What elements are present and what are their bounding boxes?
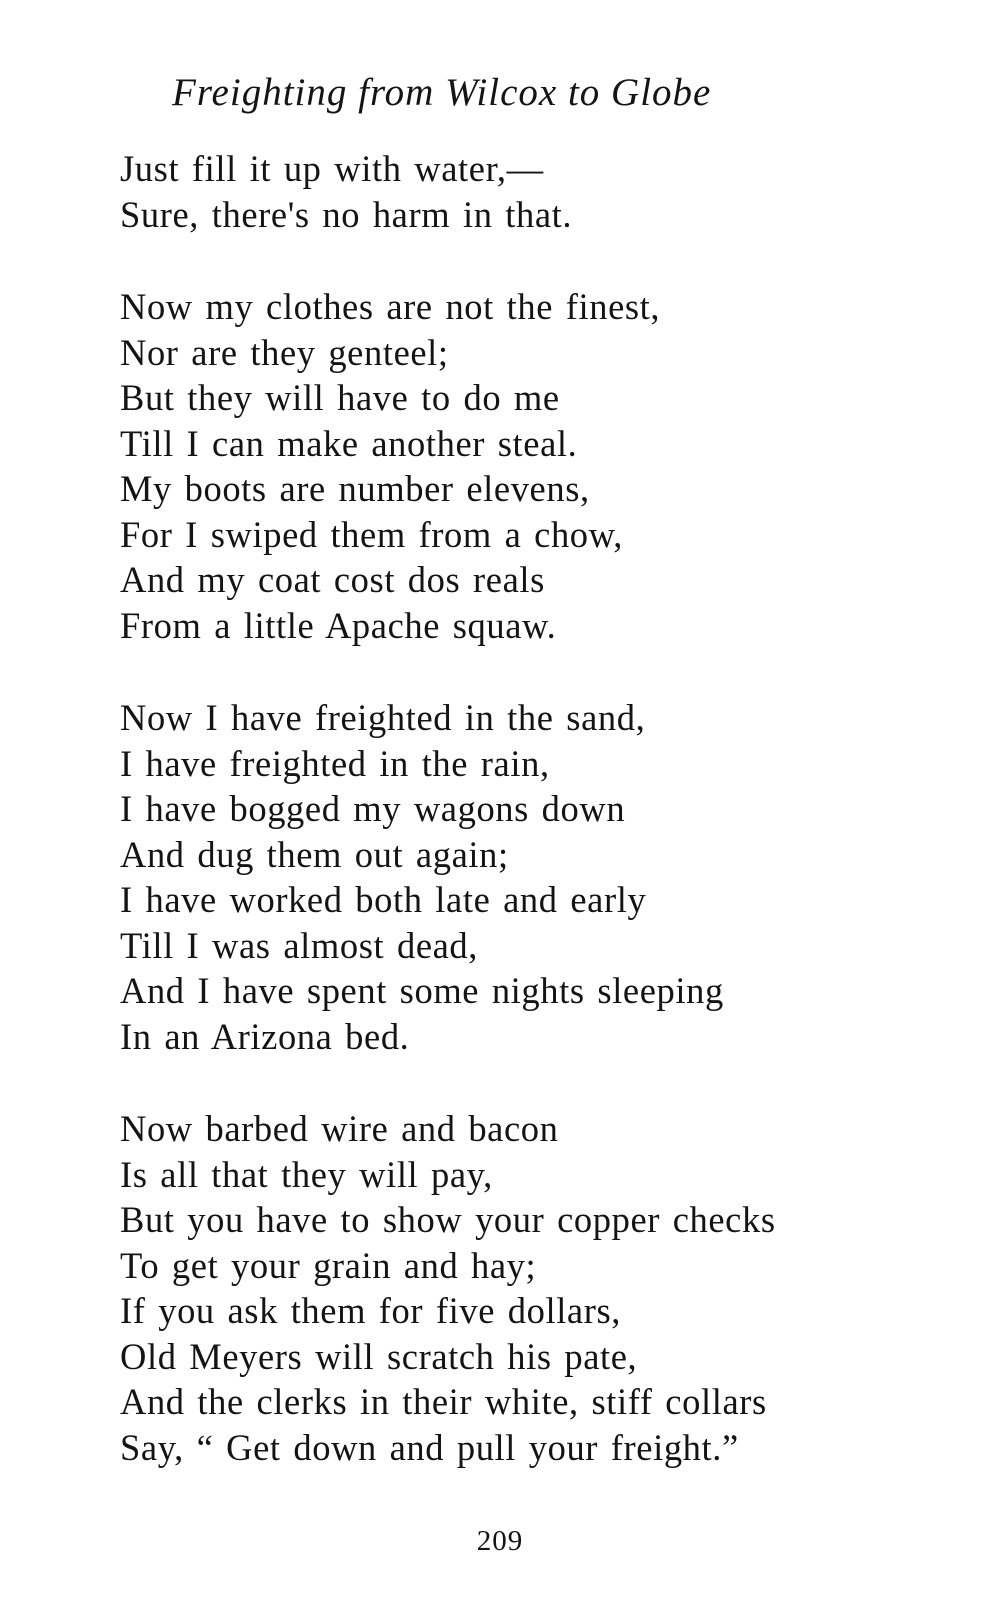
poem-line: Nor are they genteel; [120,331,449,373]
stanza-3 [120,695,940,1059]
poem-line: Is all that they will pay, [120,1153,493,1195]
poem-line: In an Arizona bed. [120,1015,410,1057]
poem-body [120,146,940,1470]
poem-line: And dug them out again; [120,833,509,875]
poem-line: Till I can make another steal. [120,422,578,464]
poem-line: Now I have freighted in the sand, [120,697,646,738]
poem-line: But you have to show your copper checks [120,1199,776,1240]
poem-line: I have freighted in the rain, [120,742,550,784]
poem-line: I have worked both late and early [120,879,647,920]
poem-line: Now my clothes are not the finest, [120,286,661,327]
poem-line: But they will have to do me [120,377,560,418]
stanza-2 [120,284,940,648]
poem-line: Say, “ Get down and pull your freight.” [120,1426,739,1468]
poem-line: And I have spent some nights sleeping [120,970,724,1011]
poem-line: Just fill it up with water,— [120,148,544,189]
poem-line: Now barbed wire and bacon [120,1108,559,1149]
poem-line: From a little Apache squaw. [120,604,557,646]
poem-line: Till I was almost dead, [120,924,479,966]
running-header: Freighting from Wilcox to Globe [172,71,712,114]
poem-line: And my coat cost dos reals [120,559,545,600]
poem-line: If you ask them for five dollars, [120,1290,622,1331]
poem-line: To get your grain and hay; [120,1244,537,1286]
poem-line: And the clerks in their white, stiff collars [120,1381,767,1422]
poem-line: I have bogged my wagons down [120,788,626,829]
stanza-1 [120,146,940,237]
poem-line: For I swiped them from a chow, [120,513,623,555]
page-number: 209 [476,1525,524,1557]
poem-line: My boots are number elevens, [120,468,590,509]
poem-line: Old Meyers will scratch his pate, [120,1335,638,1377]
poem-line: Sure, there's no harm in that. [120,193,573,235]
stanza-4 [120,1106,940,1470]
